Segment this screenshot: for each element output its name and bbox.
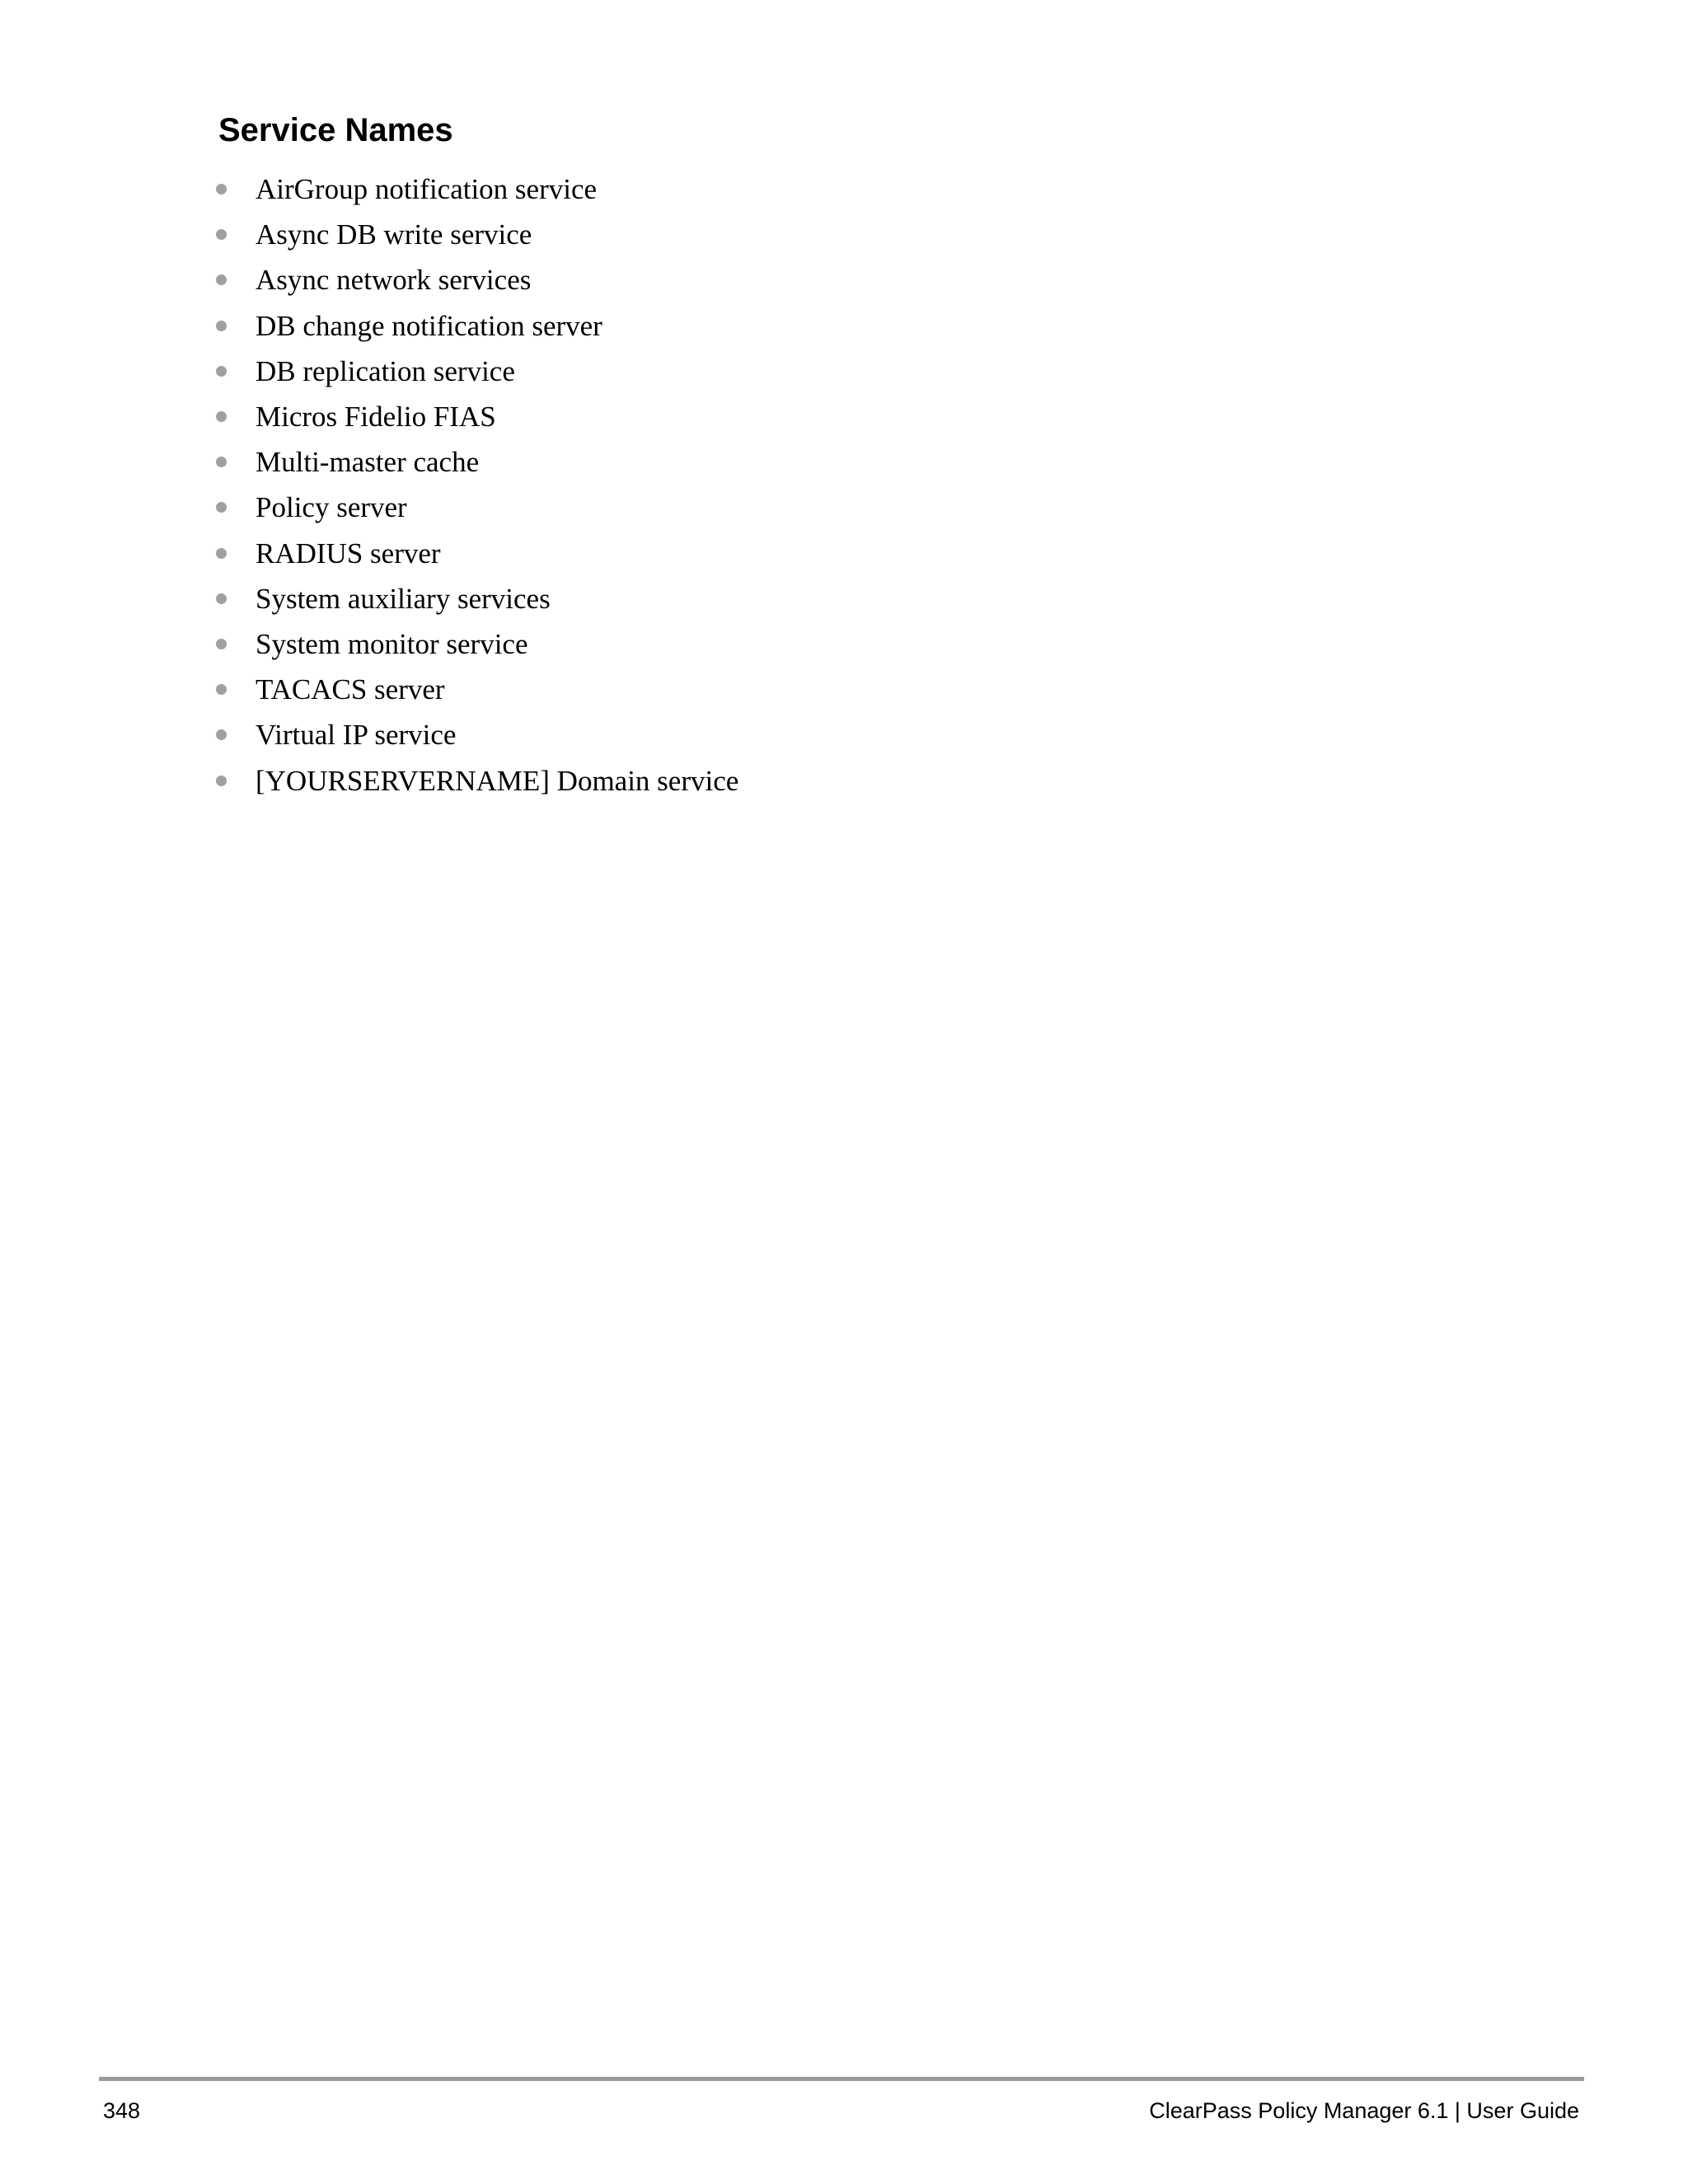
list-item [216,394,738,439]
list-item [216,257,738,302]
bullet-icon [216,184,227,194]
bullet-icon [216,502,227,513]
list-item [216,212,738,257]
bullet-icon [216,229,227,240]
list-item [216,349,738,394]
bullet-icon [216,321,227,331]
list-item-text: AirGroup notification service [256,173,598,206]
list-item-text: TACACS server [256,673,445,706]
list-item [216,531,738,576]
list-item [216,667,738,712]
bullet-icon [216,366,227,377]
service-names-list [216,166,738,804]
bullet-icon [216,639,227,649]
footer-document-title: ClearPass Policy Manager 6.1 | User Guide [1149,2098,1579,2123]
list-item-text: Async network services [256,264,532,297]
bullet-icon [216,411,227,422]
list-item-text: [YOURSERVERNAME] Domain service [256,764,739,797]
list-item-text: RADIUS server [256,537,441,569]
list-item-text: Multi-master cache [256,446,480,479]
list-item [216,485,738,530]
list-item [216,439,738,485]
section-heading: Service Names [218,112,453,148]
list-item [216,576,738,621]
footer-divider [99,2077,1584,2081]
list-item-text: Policy server [256,491,407,524]
bullet-icon [216,729,227,740]
list-item-text: DB replication service [256,354,515,387]
list-item-text: Virtual IP service [256,719,457,752]
bullet-icon [216,684,227,695]
bullet-icon [216,457,227,467]
list-item [216,166,738,212]
list-item-text: System auxiliary services [256,582,551,615]
bullet-icon [216,274,227,285]
list-item-text: DB change notification server [256,309,603,342]
list-item [216,621,738,667]
bullet-icon [216,548,227,559]
list-item [216,303,738,349]
list-item [216,712,738,757]
list-item-text: System monitor service [256,627,528,660]
bullet-icon [216,776,227,786]
bullet-icon [216,593,227,604]
list-item-text: Async DB write service [256,218,532,251]
page-number: 348 [103,2098,141,2123]
list-item-text: Micros Fidelio FIAS [256,401,496,434]
list-item [216,757,738,803]
